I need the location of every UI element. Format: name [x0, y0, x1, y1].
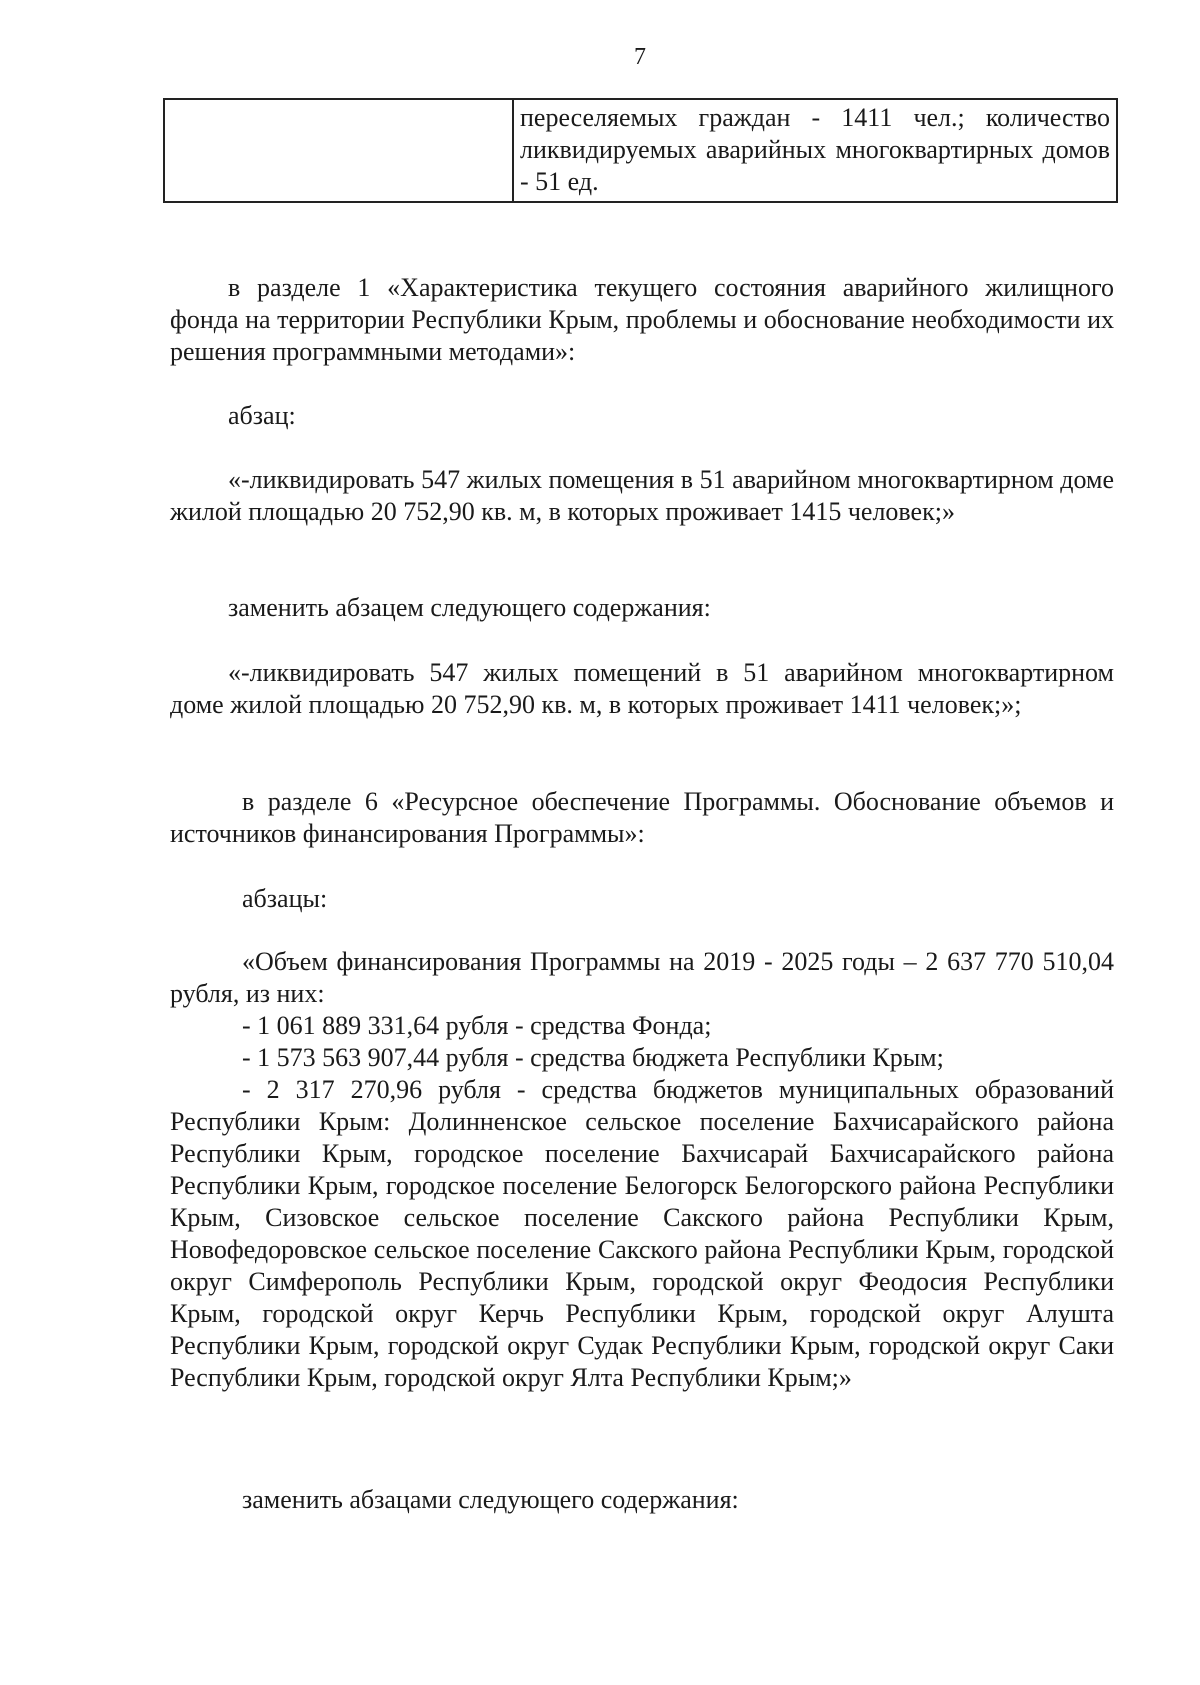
funding-municipal-paragraph: - 2 317 270,96 рубля - средства бюджетов муниципальных образований Республики Крым: Долинненское сельское поселение Бахчисарайского района Республики Крым, городское поселение Бахчисарай Бахчисарайского района Республики Крым, городское поселение Белогорск Белогорского района Республики Крым, Сизовское сельское поселение Сакского района Республики Крым, Новофедоровское сельское поселение Сакского района Республики Крым, городской округ Симферополь Республики Крым, городской округ Феодосия Республики Крым, городской округ Керчь Республики Крым, городской округ Алушта Республики Крым, городской округ Судак Республики Крым, городской округ Саки Республики Крым, городской округ Ялта Республики Крым;» [170, 1075, 1114, 1392]
old-quote-paragraph: «-ликвидировать 547 жилых помещения в 51 аварийном многоквартирном доме жилой площадью 20 752,90 кв. м, в которых проживает 1415 человек;» [170, 465, 1114, 526]
funding-fund-line: - 1 061 889 331,64 рубля - средства Фонда; [242, 1011, 712, 1040]
replace-plural-paragraph: заменить абзацами следующего содержания: [242, 1485, 739, 1514]
continuation-table [163, 98, 1118, 203]
section6-intro-paragraph: в разделе 6 «Ресурсное обеспечение Программы. Обоснование объемов и источников финансирования Программы»: [170, 787, 1114, 848]
table-cell-empty [165, 100, 514, 201]
funding-total-paragraph: «Объем финансирования Программы на 2019 - 2025 годы – 2 637 770 510,04 рубля, из них: [170, 947, 1114, 1008]
new-quote-paragraph: «-ликвидировать 547 жилых помещений в 51 аварийном многоквартирном доме жилой площадью 20 752,90 кв. м, в которых проживает 1411 человек;»; [170, 658, 1114, 719]
funding-republic-line: - 1 573 563 907,44 рубля - средства бюджета Республики Крым; [242, 1043, 944, 1072]
replace-single-paragraph: заменить абзацем следующего содержания: [228, 593, 711, 622]
abzac-label: абзац: [228, 401, 296, 430]
table-cell-text: переселяемых граждан - 1411 чел.; количество ликвидируемых аварийных многоквартирных домов - 51 ед. [520, 103, 1110, 196]
page-number: 7 [634, 44, 646, 70]
section1-intro-paragraph: в разделе 1 «Характеристика текущего состояния аварийного жилищного фонда на территории Республики Крым, проблемы и обоснование необходимости их решения программными методами»: [170, 273, 1114, 366]
abzacy-label: абзацы: [242, 884, 328, 913]
